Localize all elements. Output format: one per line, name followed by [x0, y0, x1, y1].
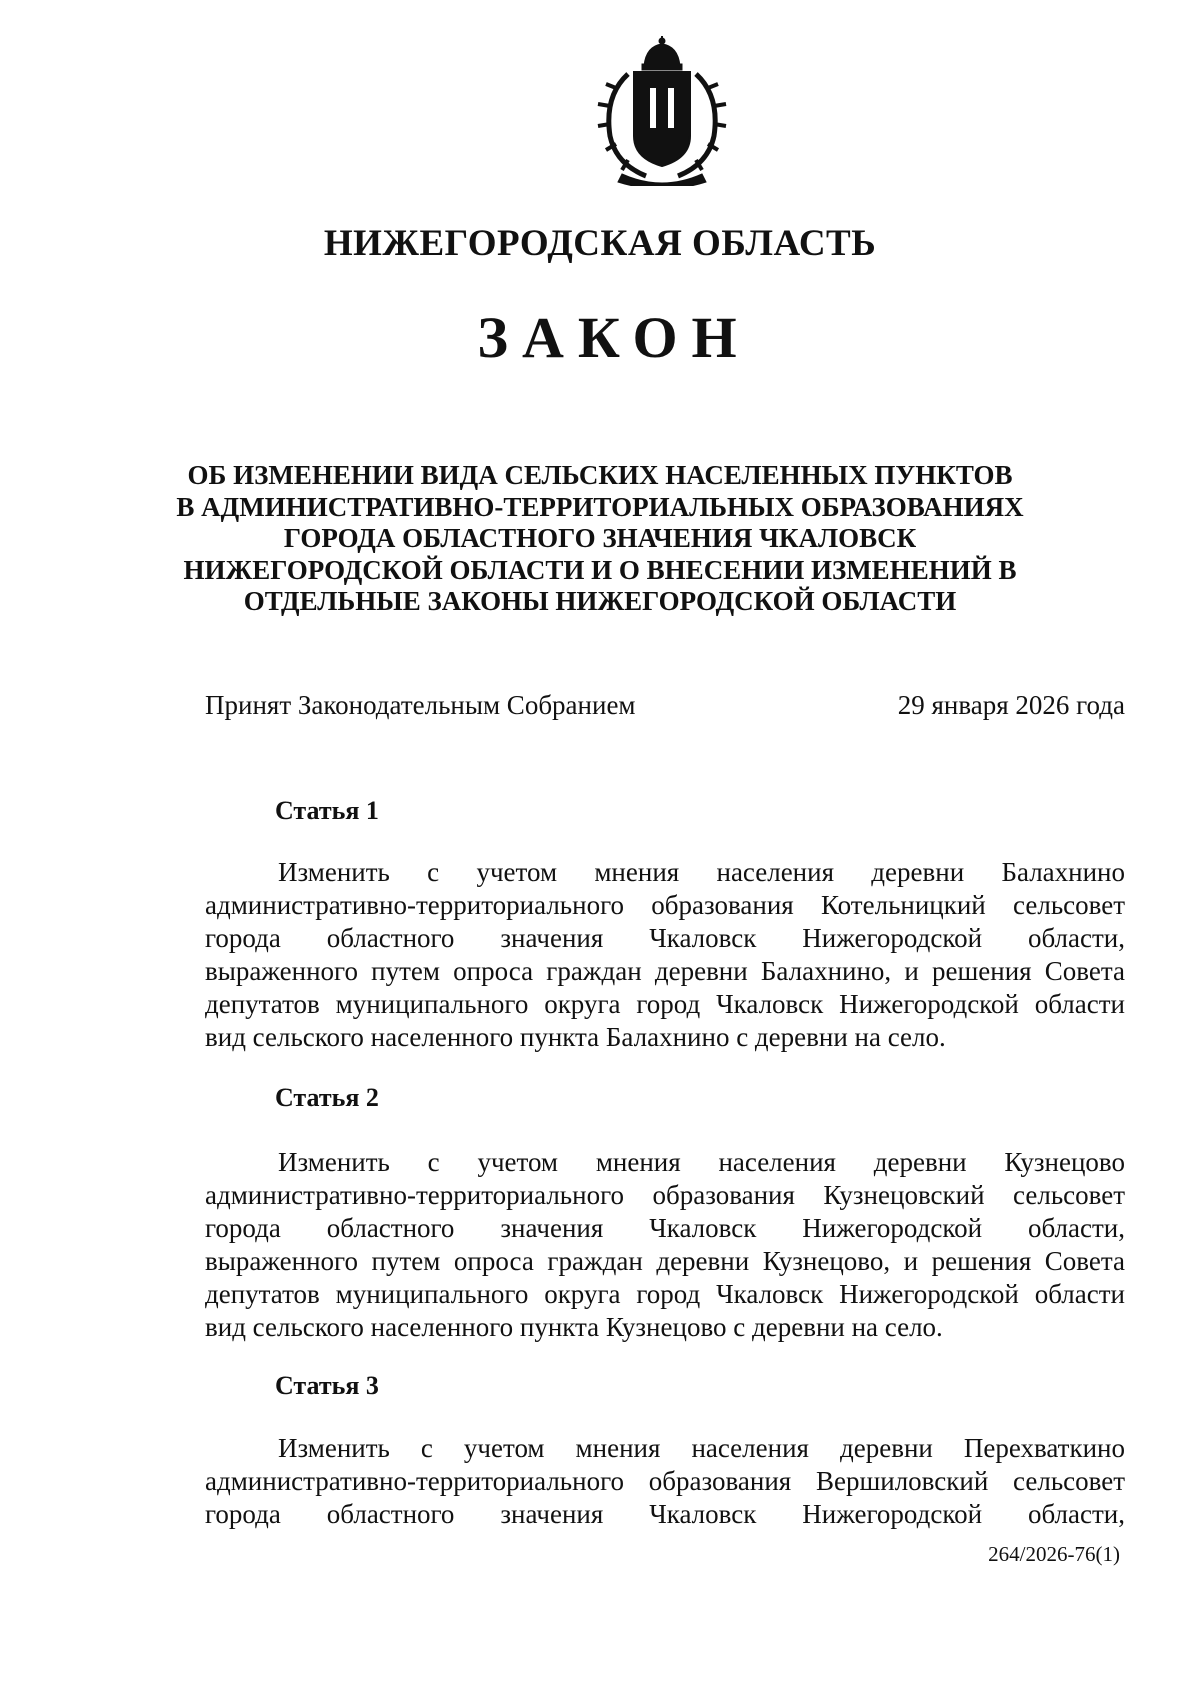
law-title	[150, 460, 1050, 618]
text-line: административно-территориального образования Котельницкий сельсовет	[205, 890, 1125, 920]
coat-of-arms-icon	[594, 36, 730, 186]
adoption-date: 29 января 2026 года	[897, 690, 1125, 720]
article-2-text	[205, 1146, 1125, 1344]
adoption-label: Принят Законодательным Собранием	[205, 690, 636, 720]
text-line: города областного значения Чкаловск Нижегородской области,	[205, 923, 1125, 953]
document-number: 264/2026-76(1)	[988, 1542, 1120, 1566]
region-name: НИЖЕГОРОДСКАЯ ОБЛАСТЬ	[323, 223, 877, 264]
text-line: вид сельского населенного пункта Кузнецово с деревни на село.	[205, 1312, 943, 1342]
text-line: депутатов муниципального округа город Чкаловск Нижегородской области	[205, 989, 1125, 1019]
adoption-line	[205, 690, 1125, 721]
article-2-heading: Статья 2	[275, 1083, 379, 1112]
law-title-line: ГОРОДА ОБЛАСТНОГО ЗНАЧЕНИЯ ЧКАЛОВСК	[283, 523, 917, 553]
document-type: ЗАКОН	[477, 305, 751, 370]
law-title-line: ОТДЕЛЬНЫЕ ЗАКОНЫ НИЖЕГОРОДСКОЙ ОБЛАСТИ	[243, 586, 957, 616]
article-1-heading: Статья 1	[275, 796, 379, 825]
text-line: выраженного путем опроса граждан деревни Балахнино, и решения Совета	[205, 956, 1125, 986]
law-title-line: НИЖЕГОРОДСКОЙ ОБЛАСТИ И О ВНЕСЕНИИ ИЗМЕНЕНИЙ В	[183, 554, 1017, 585]
text-line: административно-территориального образования Кузнецовский сельсовет	[205, 1180, 1125, 1210]
law-title-line: В АДМИНИСТРАТИВНО-ТЕРРИТОРИАЛЬНЫХ ОБРАЗОВАНИЯХ	[176, 491, 1024, 522]
law-title-line: ОБ ИЗМЕНЕНИИ ВИДА СЕЛЬСКИХ НАСЕЛЕННЫХ ПУНКТОВ	[187, 460, 1013, 490]
article-3-heading: Статья 3	[275, 1371, 379, 1400]
text-line: Изменить с учетом мнения населения деревни Балахнино	[278, 857, 1125, 887]
text-line: административно-территориального образования Вершиловский сельсовет	[205, 1466, 1125, 1496]
text-line: города областного значения Чкаловск Нижегородской области,	[205, 1213, 1125, 1243]
text-line: депутатов муниципального округа город Чкаловск Нижегородской области	[205, 1279, 1125, 1309]
text-line: выраженного путем опроса граждан деревни Кузнецово, и решения Совета	[205, 1246, 1125, 1276]
text-line: Изменить с учетом мнения населения деревни Перехваткино	[278, 1433, 1125, 1463]
text-line: города областного значения Чкаловск Нижегородской области,	[205, 1499, 1125, 1529]
article-3-text	[205, 1432, 1125, 1531]
text-line: Изменить с учетом мнения населения деревни Кузнецово	[278, 1147, 1125, 1177]
text-line: вид сельского населенного пункта Балахнино с деревни на село.	[205, 1022, 946, 1052]
article-1-text	[205, 856, 1125, 1054]
